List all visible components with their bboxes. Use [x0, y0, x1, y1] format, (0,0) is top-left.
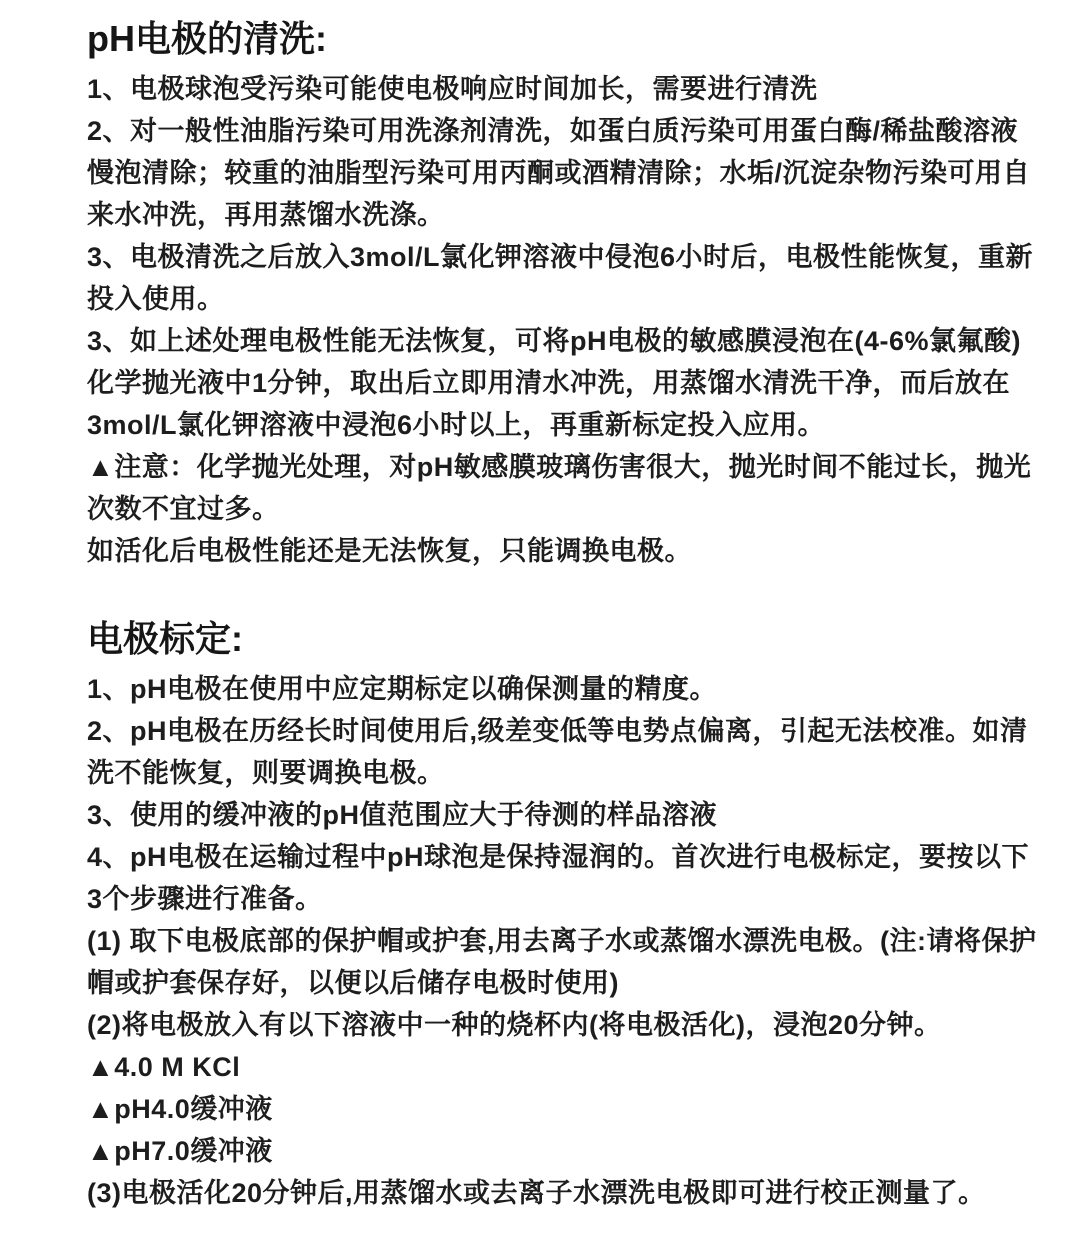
text-line: 1、电极球泡受污染可能使电极响应时间加长，需要进行清洗	[87, 74, 818, 104]
section-title-calibration: 电极标定:	[87, 618, 243, 659]
text-line: 4、pH电极在运输过程中pH球泡是保持湿润的。首次进行电极标定，要按以下	[87, 842, 1029, 872]
text-line: 2、pH电极在历经长时间使用后,级差变低等电势点偏离，引起无法校准。如清	[87, 716, 1028, 746]
text-line: (2)将电极放入有以下溶液中一种的烧杯内(将电极活化)，浸泡20分钟。	[87, 1010, 942, 1040]
text-line: (3)电极活化20分钟后,用蒸馏水或去离子水漂洗电极即可进行校正测量了。	[87, 1178, 986, 1208]
section-electrode-calibration	[87, 618, 1037, 1214]
text-line: 2、对一般性油脂污染可用洗涤剂清洗，如蛋白质污染可用蛋白酶/稀盐酸溶液	[87, 116, 1019, 146]
text-line: 洗不能恢复，则要调换电极。	[87, 758, 445, 788]
text-line: 慢泡清除；较重的油脂型污染可用丙酮或酒精清除；水垢/沉淀杂物污染可用自	[87, 158, 1030, 188]
text-line: 来水冲洗，再用蒸馏水洗涤。	[87, 200, 445, 230]
section-electrode-cleaning	[87, 18, 1034, 572]
text-line: 化学抛光液中1分钟，取出后立即用清水冲洗，用蒸馏水清洗干净，而后放在	[87, 368, 1011, 398]
text-line: 次数不宜过多。	[87, 494, 280, 524]
text-line: 如活化后电极性能还是无法恢复，只能调换电极。	[87, 536, 692, 566]
text-line: 3、如上述处理电极性能无法恢复，可将pH电极的敏感膜浸泡在(4-6%氯氟酸)	[87, 326, 1022, 356]
section-lines-cleaning	[87, 68, 1034, 572]
text-line: 1、pH电极在使用中应定期标定以确保测量的精度。	[87, 674, 718, 704]
section-title-cleaning: pH电极的清洗:	[87, 18, 327, 59]
text-line: ▲4.0 M KCl	[87, 1052, 241, 1082]
section-lines-calibration	[87, 668, 1037, 1214]
text-line: (1) 取下电极底部的保护帽或护套,用去离子水或蒸馏水漂洗电极。(注:请将保护	[87, 926, 1037, 956]
text-line: 投入使用。	[87, 284, 225, 314]
text-line: ▲pH7.0缓冲液	[87, 1136, 273, 1166]
text-line: 3、电极清洗之后放入3mol/L氯化钾溶液中侵泡6小时后，电极性能恢复，重新	[87, 242, 1034, 272]
text-line: 帽或护套保存好，以便以后储存电极时使用)	[87, 968, 619, 998]
text-line: ▲pH4.0缓冲液	[87, 1094, 273, 1124]
text-line: 3、使用的缓冲液的pH值范围应大于待测的样品溶液	[87, 800, 718, 830]
text-line: ▲注意：化学抛光处理，对pH敏感膜玻璃伤害很大，抛光时间不能过长，抛光	[87, 452, 1032, 482]
text-line: 3个步骤进行准备。	[87, 884, 323, 914]
text-line: 3mol/L氯化钾溶液中浸泡6小时以上，再重新标定投入应用。	[87, 410, 826, 440]
